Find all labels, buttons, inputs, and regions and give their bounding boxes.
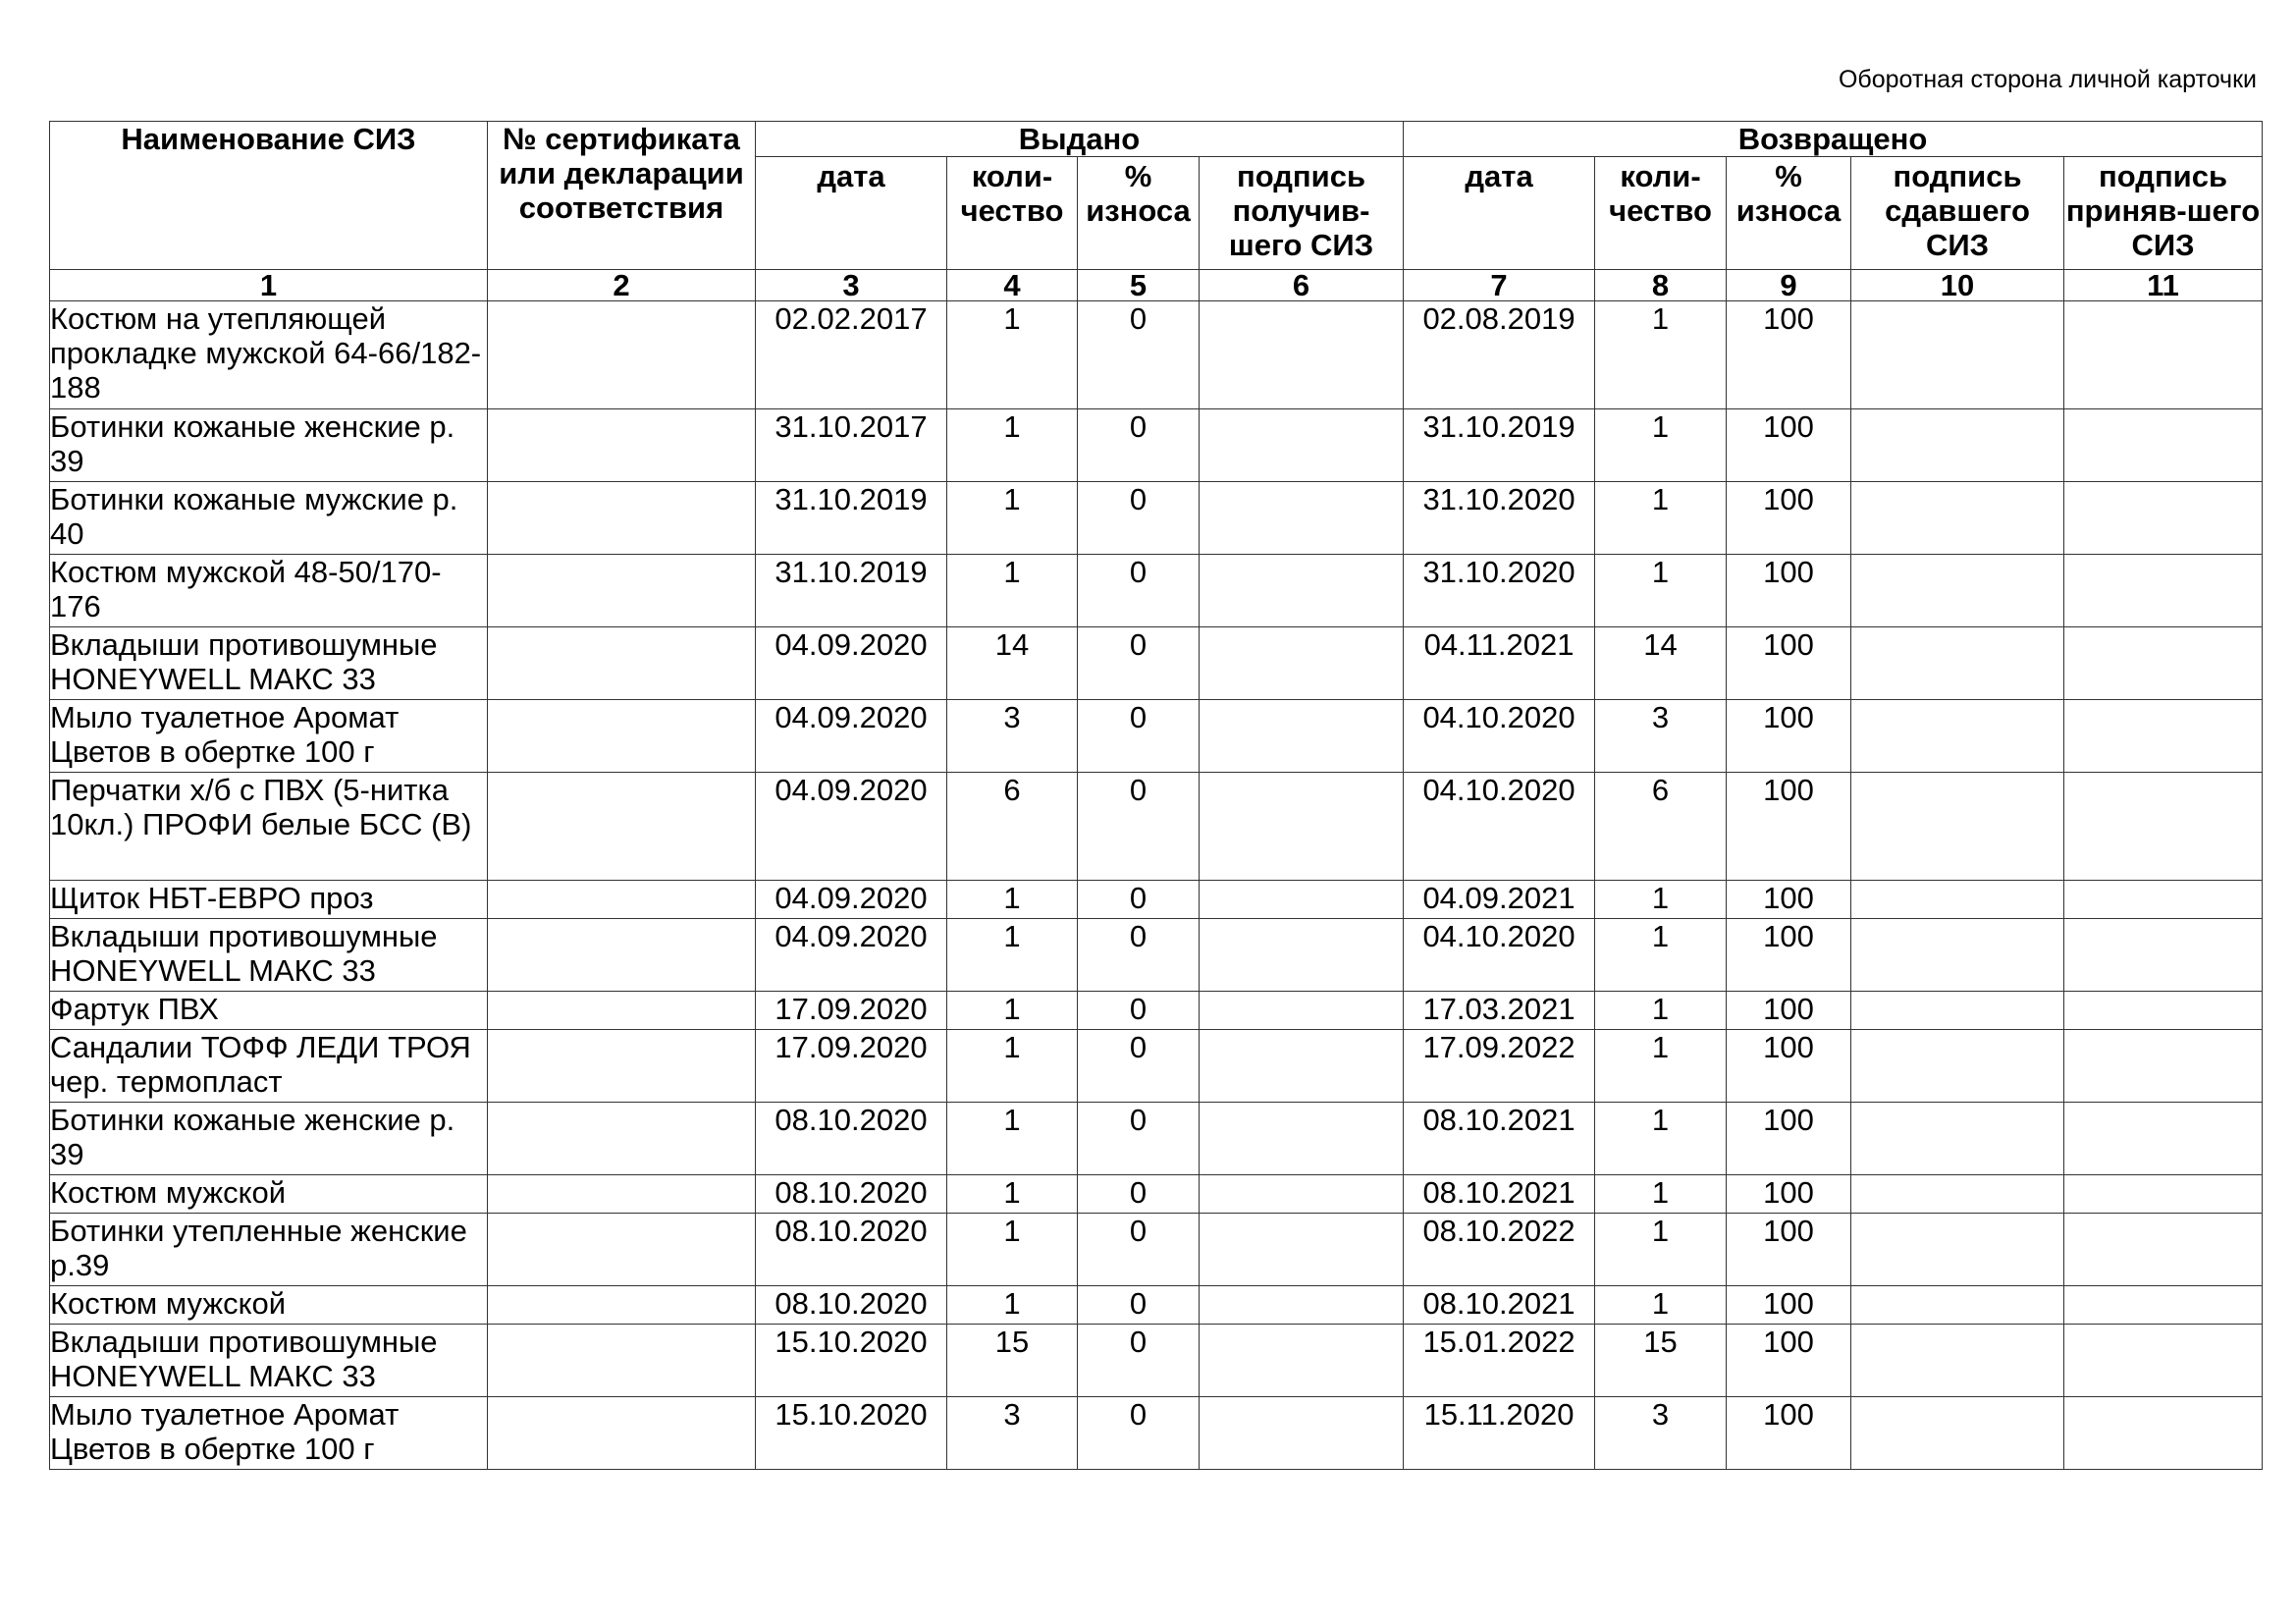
issue-wear-cell: 0 [1078,1286,1200,1325]
certificate-cell [488,1103,756,1175]
returner-sign-cell [1851,627,2064,700]
issue-wear-cell: 0 [1078,627,1200,700]
issue-qty-cell: 1 [947,881,1078,919]
table-row [50,881,2263,919]
return-qty-cell: 1 [1595,919,1727,992]
issue-date-cell: 17.09.2020 [756,992,947,1030]
column-number: 4 [947,270,1078,301]
acceptor-sign-cell [2064,1286,2263,1325]
returner-sign-cell [1851,992,2064,1030]
issue-date-cell: 04.09.2020 [756,919,947,992]
issue-date-cell: 08.10.2020 [756,1103,947,1175]
issue-wear-cell: 0 [1078,919,1200,992]
table-row [50,301,2263,409]
issue-wear-cell: 0 [1078,1214,1200,1286]
return-date-cell: 31.10.2020 [1404,555,1595,627]
returner-sign-cell [1851,482,2064,555]
acceptor-sign-cell [2064,301,2263,409]
receiver-sign-cell [1200,1030,1404,1103]
return-wear-cell: 100 [1727,301,1851,409]
issue-qty-cell: 1 [947,992,1078,1030]
issue-wear-cell: 0 [1078,992,1200,1030]
return-qty-cell: 1 [1595,301,1727,409]
issue-qty-cell: 1 [947,482,1078,555]
return-qty-cell: 1 [1595,992,1727,1030]
acceptor-sign-cell [2064,881,2263,919]
item-name: Ботинки утепленные женские р.39 [50,1214,488,1286]
issue-date-cell: 08.10.2020 [756,1286,947,1325]
certificate-cell [488,409,756,482]
issue-date-cell: 04.09.2020 [756,700,947,773]
column-number-row [50,270,2263,301]
issue-wear-cell: 0 [1078,1325,1200,1397]
table-row [50,1286,2263,1325]
return-date-cell: 04.11.2021 [1404,627,1595,700]
acceptor-sign-cell [2064,919,2263,992]
acceptor-sign-cell [2064,992,2263,1030]
table-row [50,1030,2263,1103]
header-row-top [50,122,2263,157]
receiver-sign-cell [1200,881,1404,919]
receiver-sign-cell [1200,1325,1404,1397]
table-row [50,1214,2263,1286]
receiver-sign-cell [1200,482,1404,555]
return-qty-cell: 1 [1595,555,1727,627]
acceptor-sign-cell [2064,482,2263,555]
header-returned: Возвращено [1404,122,2263,157]
issue-qty-cell: 15 [947,1325,1078,1397]
returner-sign-cell [1851,301,2064,409]
column-number: 11 [2064,270,2263,301]
acceptor-sign-cell [2064,1030,2263,1103]
header-issue-qty: коли-чество [947,157,1078,270]
table-row [50,1175,2263,1214]
return-wear-cell: 100 [1727,1325,1851,1397]
return-date-cell: 15.11.2020 [1404,1397,1595,1470]
receiver-sign-cell [1200,1103,1404,1175]
issue-qty-cell: 14 [947,627,1078,700]
table-header [50,122,2263,301]
column-number: 9 [1727,270,1851,301]
returner-sign-cell [1851,919,2064,992]
header-certificate: № сертификата или декларации соответствия [488,122,756,270]
header-acceptor-sign: подпись приняв-шего СИЗ [2064,157,2263,270]
return-date-cell: 08.10.2022 [1404,1214,1595,1286]
certificate-cell [488,700,756,773]
issue-wear-cell: 0 [1078,1397,1200,1470]
return-wear-cell: 100 [1727,1030,1851,1103]
issue-wear-cell: 0 [1078,409,1200,482]
returner-sign-cell [1851,1286,2064,1325]
certificate-cell [488,1325,756,1397]
return-date-cell: 04.10.2020 [1404,919,1595,992]
issue-date-cell: 04.09.2020 [756,881,947,919]
issue-date-cell: 17.09.2020 [756,1030,947,1103]
returner-sign-cell [1851,555,2064,627]
table-row [50,992,2263,1030]
header-returner-sign: подпись сдавшего СИЗ [1851,157,2064,270]
returner-sign-cell [1851,700,2064,773]
returner-sign-cell [1851,1397,2064,1470]
table-row [50,409,2263,482]
return-wear-cell: 100 [1727,482,1851,555]
issue-wear-cell: 0 [1078,1175,1200,1214]
issue-qty-cell: 3 [947,1397,1078,1470]
returner-sign-cell [1851,1325,2064,1397]
issue-qty-cell: 1 [947,409,1078,482]
header-return-date: дата [1404,157,1595,270]
certificate-cell [488,482,756,555]
item-name: Ботинки кожаные мужские р. 40 [50,482,488,555]
acceptor-sign-cell [2064,1397,2263,1470]
acceptor-sign-cell [2064,1103,2263,1175]
item-name: Вкладыши противошумные HONEYWELL МАКС 33 [50,1325,488,1397]
return-qty-cell: 1 [1595,1030,1727,1103]
returner-sign-cell [1851,1175,2064,1214]
column-number: 7 [1404,270,1595,301]
item-name: Ботинки кожаные женские р. 39 [50,1103,488,1175]
issue-qty-cell: 1 [947,919,1078,992]
item-name: Фартук ПВХ [50,992,488,1030]
item-name: Костюм мужской 48-50/170-176 [50,555,488,627]
return-qty-cell: 15 [1595,1325,1727,1397]
table-row [50,555,2263,627]
acceptor-sign-cell [2064,773,2263,881]
certificate-cell [488,555,756,627]
item-name: Вкладыши противошумные HONEYWELL МАКС 33 [50,627,488,700]
certificate-cell [488,1214,756,1286]
receiver-sign-cell [1200,700,1404,773]
returner-sign-cell [1851,773,2064,881]
issue-wear-cell: 0 [1078,700,1200,773]
return-qty-cell: 1 [1595,881,1727,919]
issue-date-cell: 31.10.2017 [756,409,947,482]
header-receiver-sign: подпись получив-шего СИЗ [1200,157,1404,270]
table-row [50,773,2263,881]
issue-qty-cell: 1 [947,1214,1078,1286]
column-number: 10 [1851,270,2064,301]
return-qty-cell: 1 [1595,1214,1727,1286]
return-qty-cell: 1 [1595,482,1727,555]
acceptor-sign-cell [2064,1214,2263,1286]
issue-wear-cell: 0 [1078,1030,1200,1103]
item-name: Мыло туалетное Аромат Цветов в обертке 100 г [50,1397,488,1470]
ppe-issue-table [49,121,2263,1470]
issue-qty-cell: 1 [947,1103,1078,1175]
return-date-cell: 04.09.2021 [1404,881,1595,919]
returner-sign-cell [1851,409,2064,482]
return-date-cell: 04.10.2020 [1404,700,1595,773]
item-name: Сандалии ТОФФ ЛЕДИ ТРОЯ чер. термопласт [50,1030,488,1103]
return-wear-cell: 100 [1727,409,1851,482]
issue-wear-cell: 0 [1078,482,1200,555]
acceptor-sign-cell [2064,555,2263,627]
certificate-cell [488,1175,756,1214]
item-name: Перчатки х/б с ПВХ (5-нитка 10кл.) ПРОФИ белые БСС (В) [50,773,488,881]
table-row [50,1325,2263,1397]
certificate-cell [488,627,756,700]
return-qty-cell: 6 [1595,773,1727,881]
return-qty-cell: 1 [1595,1175,1727,1214]
receiver-sign-cell [1200,1286,1404,1325]
return-wear-cell: 100 [1727,1397,1851,1470]
issue-date-cell: 04.09.2020 [756,773,947,881]
receiver-sign-cell [1200,627,1404,700]
receiver-sign-cell [1200,919,1404,992]
issue-wear-cell: 0 [1078,1103,1200,1175]
return-qty-cell: 1 [1595,409,1727,482]
item-name: Костюм на утепляющей прокладке мужской 64-66/182-188 [50,301,488,409]
return-date-cell: 02.08.2019 [1404,301,1595,409]
return-wear-cell: 100 [1727,555,1851,627]
return-date-cell: 04.10.2020 [1404,773,1595,881]
issue-qty-cell: 6 [947,773,1078,881]
table-row [50,919,2263,992]
table-row [50,700,2263,773]
item-name: Костюм мужской [50,1286,488,1325]
return-wear-cell: 100 [1727,1175,1851,1214]
return-date-cell: 17.09.2022 [1404,1030,1595,1103]
receiver-sign-cell [1200,992,1404,1030]
return-qty-cell: 1 [1595,1286,1727,1325]
item-name: Костюм мужской [50,1175,488,1214]
issue-date-cell: 08.10.2020 [756,1214,947,1286]
issue-qty-cell: 1 [947,1286,1078,1325]
receiver-sign-cell [1200,1214,1404,1286]
column-number: 6 [1200,270,1404,301]
returner-sign-cell [1851,1030,2064,1103]
issue-date-cell: 15.10.2020 [756,1325,947,1397]
return-wear-cell: 100 [1727,919,1851,992]
header-return-qty: коли-чество [1595,157,1727,270]
table-row [50,627,2263,700]
receiver-sign-cell [1200,1397,1404,1470]
issue-date-cell: 15.10.2020 [756,1397,947,1470]
table-row [50,1397,2263,1470]
receiver-sign-cell [1200,773,1404,881]
issue-qty-cell: 1 [947,1030,1078,1103]
return-date-cell: 17.03.2021 [1404,992,1595,1030]
issue-qty-cell: 3 [947,700,1078,773]
receiver-sign-cell [1200,301,1404,409]
header-issue-date: дата [756,157,947,270]
header-issue-wear: % износа [1078,157,1200,270]
issue-wear-cell: 0 [1078,301,1200,409]
return-wear-cell: 100 [1727,627,1851,700]
header-name: Наименование СИЗ [50,122,488,270]
return-qty-cell: 1 [1595,1103,1727,1175]
return-date-cell: 15.01.2022 [1404,1325,1595,1397]
certificate-cell [488,773,756,881]
table-row [50,482,2263,555]
certificate-cell [488,1397,756,1470]
return-qty-cell: 3 [1595,1397,1727,1470]
table-row [50,1103,2263,1175]
return-wear-cell: 100 [1727,773,1851,881]
return-qty-cell: 3 [1595,700,1727,773]
certificate-cell [488,1286,756,1325]
returner-sign-cell [1851,1103,2064,1175]
acceptor-sign-cell [2064,1175,2263,1214]
return-date-cell: 31.10.2019 [1404,409,1595,482]
return-date-cell: 08.10.2021 [1404,1175,1595,1214]
item-name: Щиток НБТ-ЕВРО проз [50,881,488,919]
issue-wear-cell: 0 [1078,881,1200,919]
receiver-sign-cell [1200,1175,1404,1214]
certificate-cell [488,1030,756,1103]
issue-date-cell: 08.10.2020 [756,1175,947,1214]
column-number: 5 [1078,270,1200,301]
item-name: Мыло туалетное Аромат Цветов в обертке 100 г [50,700,488,773]
issue-wear-cell: 0 [1078,773,1200,881]
return-wear-cell: 100 [1727,700,1851,773]
returner-sign-cell [1851,1214,2064,1286]
certificate-cell [488,301,756,409]
return-date-cell: 31.10.2020 [1404,482,1595,555]
column-number: 3 [756,270,947,301]
issue-qty-cell: 1 [947,555,1078,627]
issue-date-cell: 02.02.2017 [756,301,947,409]
return-wear-cell: 100 [1727,881,1851,919]
return-wear-cell: 100 [1727,1286,1851,1325]
page-caption: Оборотная сторона личной карточки [1838,66,2257,93]
receiver-sign-cell [1200,409,1404,482]
column-number: 1 [50,270,488,301]
certificate-cell [488,919,756,992]
return-wear-cell: 100 [1727,1214,1851,1286]
receiver-sign-cell [1200,555,1404,627]
issue-date-cell: 04.09.2020 [756,627,947,700]
return-wear-cell: 100 [1727,1103,1851,1175]
return-date-cell: 08.10.2021 [1404,1103,1595,1175]
return-wear-cell: 100 [1727,992,1851,1030]
issue-date-cell: 31.10.2019 [756,482,947,555]
return-date-cell: 08.10.2021 [1404,1286,1595,1325]
table-body [50,301,2263,1470]
acceptor-sign-cell [2064,1325,2263,1397]
certificate-cell [488,992,756,1030]
item-name: Ботинки кожаные женские р. 39 [50,409,488,482]
certificate-cell [488,881,756,919]
return-qty-cell: 14 [1595,627,1727,700]
issue-date-cell: 31.10.2019 [756,555,947,627]
column-number: 8 [1595,270,1727,301]
acceptor-sign-cell [2064,409,2263,482]
acceptor-sign-cell [2064,627,2263,700]
issue-qty-cell: 1 [947,301,1078,409]
header-return-wear: % износа [1727,157,1851,270]
item-name: Вкладыши противошумные HONEYWELL МАКС 33 [50,919,488,992]
acceptor-sign-cell [2064,700,2263,773]
header-issued: Выдано [756,122,1404,157]
column-number: 2 [488,270,756,301]
returner-sign-cell [1851,881,2064,919]
issue-wear-cell: 0 [1078,555,1200,627]
issue-qty-cell: 1 [947,1175,1078,1214]
